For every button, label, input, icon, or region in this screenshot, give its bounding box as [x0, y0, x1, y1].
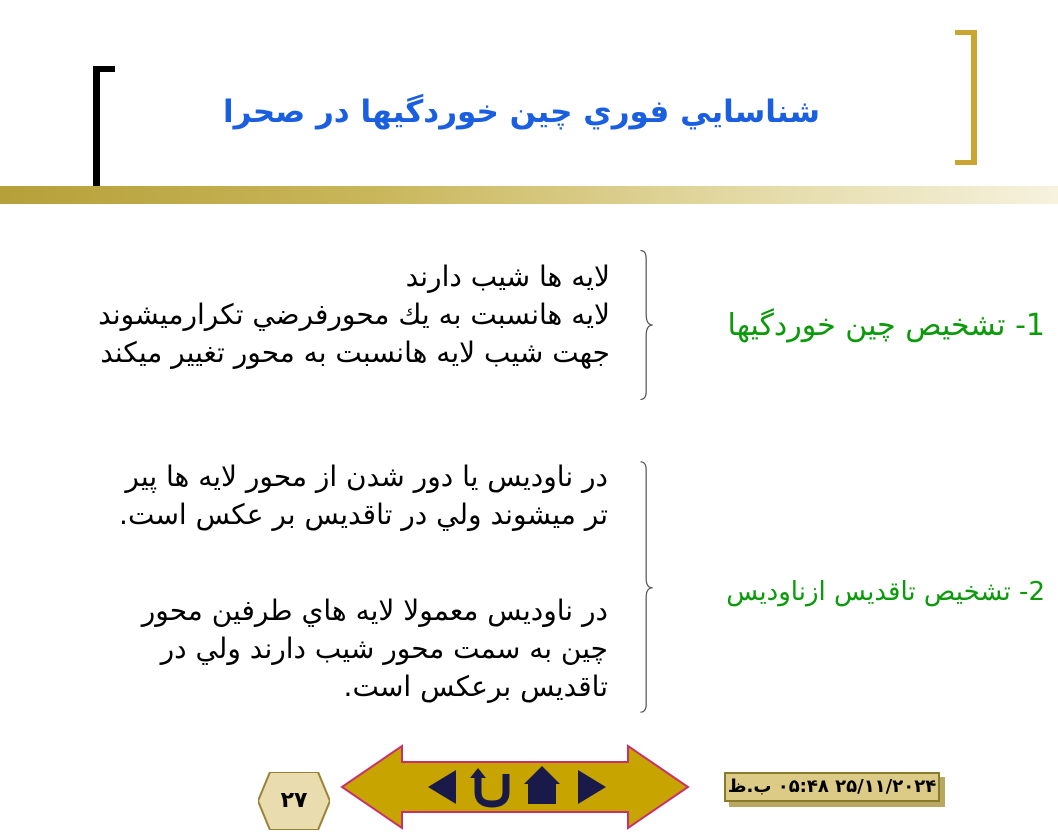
slide-title: شناسايي فوري چين خوردگيها در صحرا — [222, 94, 820, 130]
date-time-stamp: ۲۵/۱۱/۲۰۲۴ ۰۵:۴۸ ب.ظ — [724, 772, 940, 802]
right-bracket-decoration — [955, 30, 977, 165]
section1-label: 1- تشخيص چين خوردگيها — [727, 308, 1045, 343]
section2-line: در ناوديس يا دور شدن از محور لايه ها پير — [125, 460, 608, 493]
section1-line: جهت شيب لايه هانسبت به محور تغيير ميكند — [100, 336, 610, 369]
section2-brace — [638, 432, 656, 742]
page-number: ۲۷ — [280, 788, 308, 813]
section2-line: تر ميشوند ولي در تاقديس بر عكس است. — [119, 498, 608, 531]
section2-para1 — [60, 458, 608, 534]
section1-brace — [638, 232, 656, 418]
section2-line: در ناوديس معمولا لايه هاي طرفين محور — [141, 594, 608, 627]
section2-line: چين به سمت محور شيب دارند ولي در — [160, 632, 608, 665]
left-bracket-decoration — [93, 66, 115, 198]
section2-label: 2- تشخيص تاقديس ازناوديس — [726, 577, 1045, 607]
section2-para2 — [60, 592, 608, 706]
section2-line: تاقديس برعكس است. — [343, 670, 608, 703]
section1-text — [20, 258, 610, 372]
section1-line: لايه هانسبت به يك محورفرضي تكرارميشوند — [98, 298, 610, 331]
header-divider-band — [0, 186, 1058, 204]
section1-line: لايه ها شيب دارند — [405, 260, 610, 293]
navigation-bar — [340, 744, 690, 830]
